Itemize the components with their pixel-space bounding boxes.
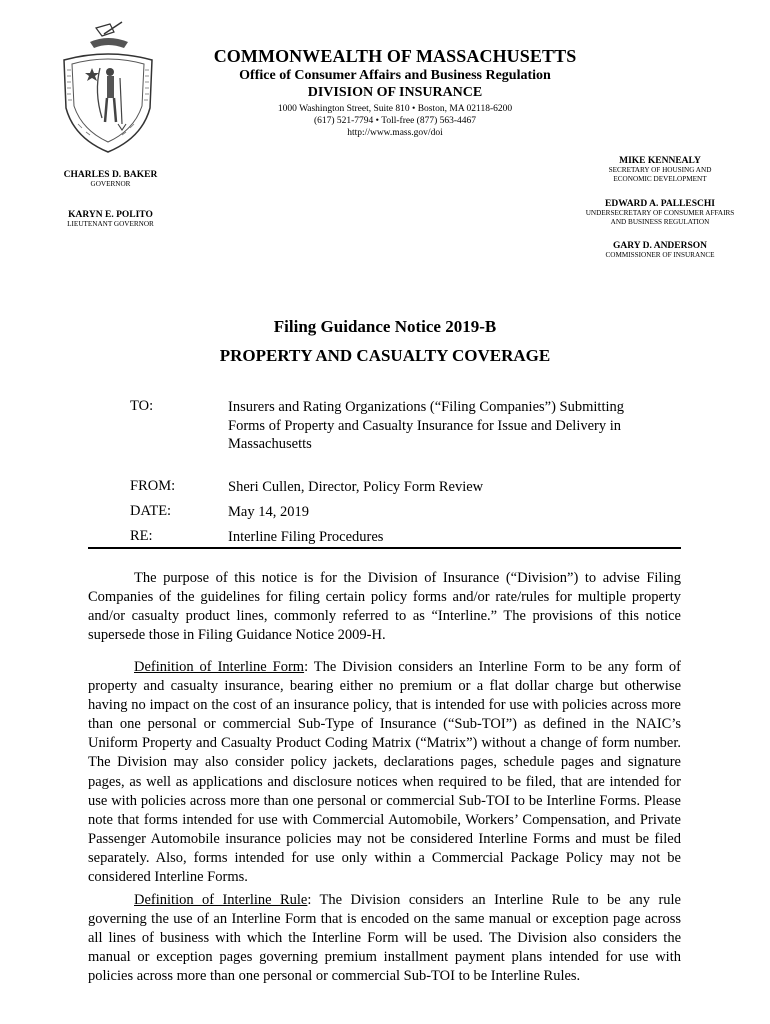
paragraph-text: : The Division considers an Interline Rule to be any rule governing the use of an Interline Form that is encoded on the same manual or exception page across all lines of business with which the Interline Form will be used. The Division also considers the manual or exception pages governing premium installment payment plans intended for use with policies across more than one personal or commercial Sub-TOI to be Interline Rules. — [88, 892, 681, 985]
letterhead-address: 1000 Washington Street, Suite 810 • Boston, MA 02118-6200 — [277, 104, 513, 114]
letterhead-office: Office of Consumer Affairs and Business Regulation — [239, 68, 551, 83]
notice-title: Filing Guidance Notice 2019-B — [273, 317, 497, 336]
body-paragraph-interline-rule — [88, 891, 681, 986]
body-paragraph-interline-form — [88, 658, 681, 887]
memo-to-line: Forms of Property and Casualty Insurance for Issue and Delivery in — [228, 417, 622, 434]
official-title: GOVERNOR — [90, 180, 131, 188]
official-governor — [58, 170, 163, 189]
paragraph-heading: Definition of Interline Rule — [134, 892, 308, 908]
official-name: GARY D. ANDERSON — [612, 241, 708, 251]
official-name: MIKE KENNEALY — [619, 156, 701, 166]
official-lieutenant-governor — [58, 210, 163, 229]
body-paragraph-purpose — [88, 569, 681, 645]
official-secretary — [570, 156, 750, 184]
memo-from-value: Sheri Cullen, Director, Policy Form Review — [228, 479, 484, 495]
official-undersecretary — [570, 199, 750, 227]
memo-re-label: RE: — [130, 528, 153, 544]
letterhead-url: http://www.mass.gov/doi — [347, 128, 443, 138]
letterhead-division: DIVISION OF INSURANCE — [307, 85, 483, 100]
letterhead-phone: (617) 521-7794 • Toll-free (877) 563-4467 — [313, 116, 477, 126]
notice-subtitle: PROPERTY AND CASUALTY COVERAGE — [219, 346, 551, 365]
massachusetts-seal-icon — [52, 20, 164, 155]
official-name: EDWARD A. PALLESCHI — [605, 199, 715, 209]
official-title: AND BUSINESS REGULATION — [610, 218, 710, 226]
paragraph-text: The purpose of this notice is for the Division of Insurance (“Division”) to advise Filing Companies of the guidelines for filing certain policy forms and/or rate/rules for multiple property and/or casualty product lines, commonly referred to as “Interline.” The provisions of this notice supersede those in Filing Guidance Notice 2009-H. — [88, 570, 681, 644]
memo-to-label: TO: — [130, 398, 154, 414]
official-title: COMMISSIONER OF INSURANCE — [605, 251, 715, 259]
official-commissioner — [570, 241, 750, 260]
official-title: SECRETARY OF HOUSING AND — [608, 166, 712, 174]
official-name: CHARLES D. BAKER — [63, 170, 158, 180]
letterhead-title: COMMONWEALTH OF MASSACHUSETTS — [213, 46, 577, 66]
official-name: KARYN E. POLITO — [68, 210, 153, 220]
memo-to-value — [228, 398, 668, 454]
paragraph-heading: Definition of Interline Form — [134, 659, 305, 675]
memo-date-label: DATE: — [130, 503, 172, 519]
memo-to-line: Massachusetts — [228, 436, 312, 452]
memo-re-value: Interline Filing Procedures — [228, 529, 384, 545]
memo-to-line: Insurers and Rating Organizations (“Filing Companies”) Submitting — [228, 399, 625, 415]
memo-divider — [88, 547, 681, 549]
memo-from-label: FROM: — [130, 478, 176, 494]
paragraph-text: : The Division considers an Interline Form to be any form of property and casualty insurance, bearing either no premium or a flat dollar charge but otherwise having no impact on the cost of an insurance policy, that is intended for use with policies across more than one personal or commercial Sub-Type of Insurance (“Sub-TOI”) as defined in the NAIC’s Uniform Property and Casualty Product Coding Matrix (“Matrix”) without a change of form number. The Division may also consider policy jackets, declarations pages, schedule pages and signature pages, as well as applications and disclosure notices when required to be filed, that are intended for use with policies across more than one personal or commercial Sub-TOI to be Interline Forms. Please note that forms intended for use with Commercial Automobile, Workers’ Compensation, and Private Passenger Automobile insurance policies may not be considered Interline Forms and must be filed separately. Also, forms intended for use only within a Commercial Package Policy may not be considered Interline Forms. — [88, 659, 681, 886]
official-title: ECONOMIC DEVELOPMENT — [613, 175, 707, 183]
memo-date-value: May 14, 2019 — [228, 504, 309, 520]
official-title: LIEUTENANT GOVERNOR — [67, 220, 154, 228]
official-title: UNDERSECRETARY OF CONSUMER AFFAIRS — [585, 209, 735, 217]
